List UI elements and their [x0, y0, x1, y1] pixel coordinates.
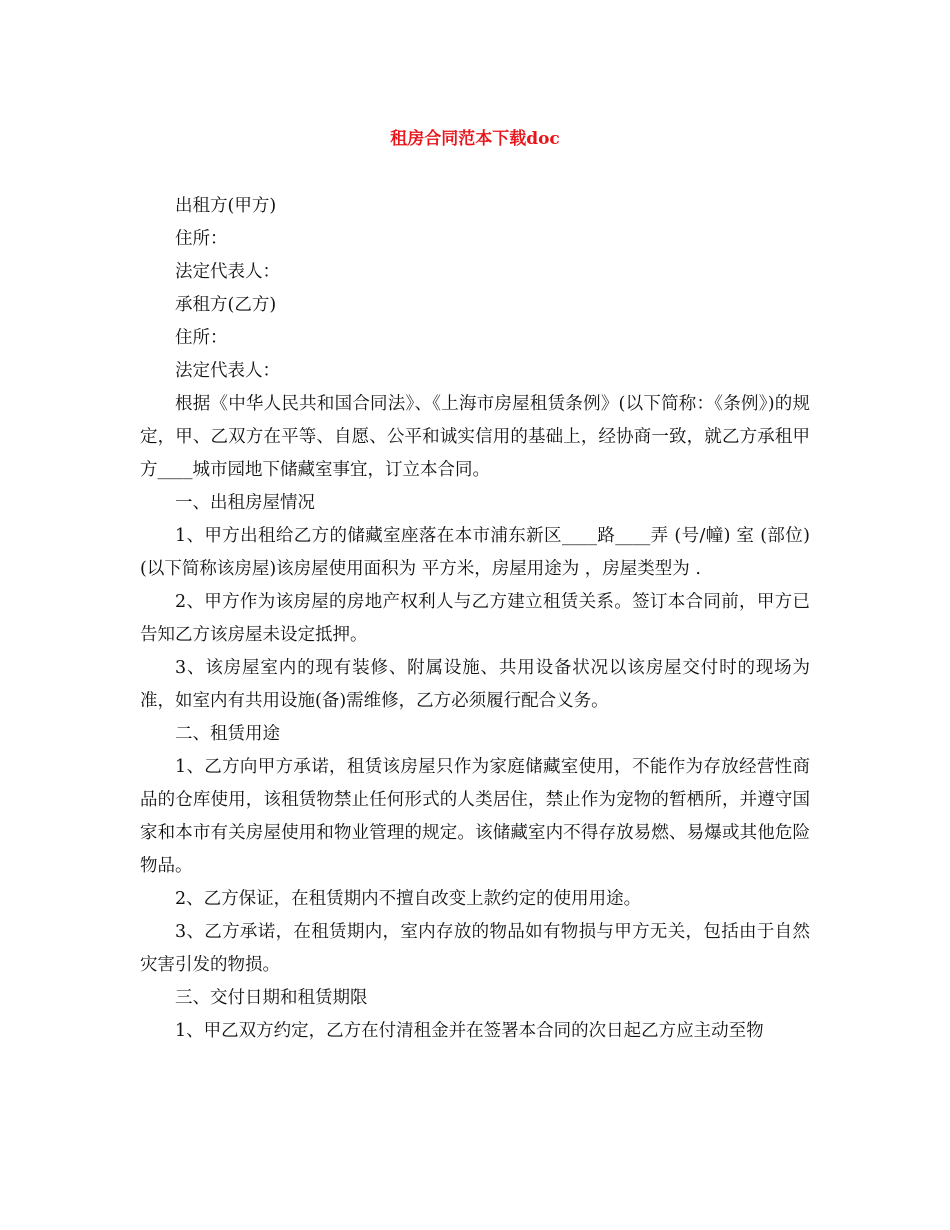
paragraph: 3、乙方承诺，在租赁期内，室内存放的物品如有物损与甲方无关，包括由于自然灾害引发的物损。: [140, 922, 810, 975]
section-heading: 二、租赁用途: [175, 724, 280, 744]
paragraph: 承租方(乙方): [175, 295, 277, 315]
paragraph: 2、甲方作为该房屋的房地产权利人与乙方建立租赁关系。签订本合同前，甲方已告知乙方该房屋未设定抵押。: [140, 592, 810, 645]
paragraph: 1、甲方出租给乙方的储藏室座落在本市浦东新区____路____弄 (号/幢) 室 (部位) (以下简称该房屋)该房屋使用面积为 平方米，房屋用途为 ，房屋类型为 .: [140, 526, 810, 579]
paragraph: 根据《中华人民共和国合同法》、《上海市房屋租赁条例》(以下简称：《条例》)的规定，甲、乙双方在平等、自愿、公平和诚实信用的基础上，经协商一致，就乙方承租甲方____城市园地下储藏室事宜，订立本合同。: [140, 394, 810, 480]
paragraph: 出租方(甲方): [175, 196, 277, 216]
document-body: [140, 190, 810, 1048]
paragraph: 3、该房屋室内的现有装修、附属设施、共用设备状况以该房屋交付时的现场为准，如室内有共用设施(备)需维修，乙方必须履行配合义务。: [140, 658, 810, 711]
section-heading: 一、出租房屋情况: [175, 493, 315, 513]
paragraph: 法定代表人：: [175, 361, 280, 381]
paragraph: 1、甲乙双方约定，乙方在付清租金并在签署本合同的次日起乙方应主动至物: [175, 1021, 764, 1041]
section-heading: 三、交付日期和租赁期限: [175, 988, 368, 1008]
paragraph: 法定代表人：: [175, 262, 280, 282]
paragraph: 住所：: [175, 229, 228, 249]
paragraph: 1、乙方向甲方承诺，租赁该房屋只作为家庭储藏室使用，不能作为存放经营性商品的仓库使用，该租赁物禁止任何形式的人类居住，禁止作为宠物的暂栖所，并遵守国家和本市有关房屋使用和物业管理的规定。该储藏室内不得存放易燃、易爆或其他危险物品。: [140, 757, 810, 876]
paragraph: 住所：: [175, 328, 228, 348]
document-title: 租房合同范本下载doc: [390, 129, 560, 149]
paragraph: 2、乙方保证，在租赁期内不擅自改变上款约定的使用用途。: [175, 889, 642, 909]
